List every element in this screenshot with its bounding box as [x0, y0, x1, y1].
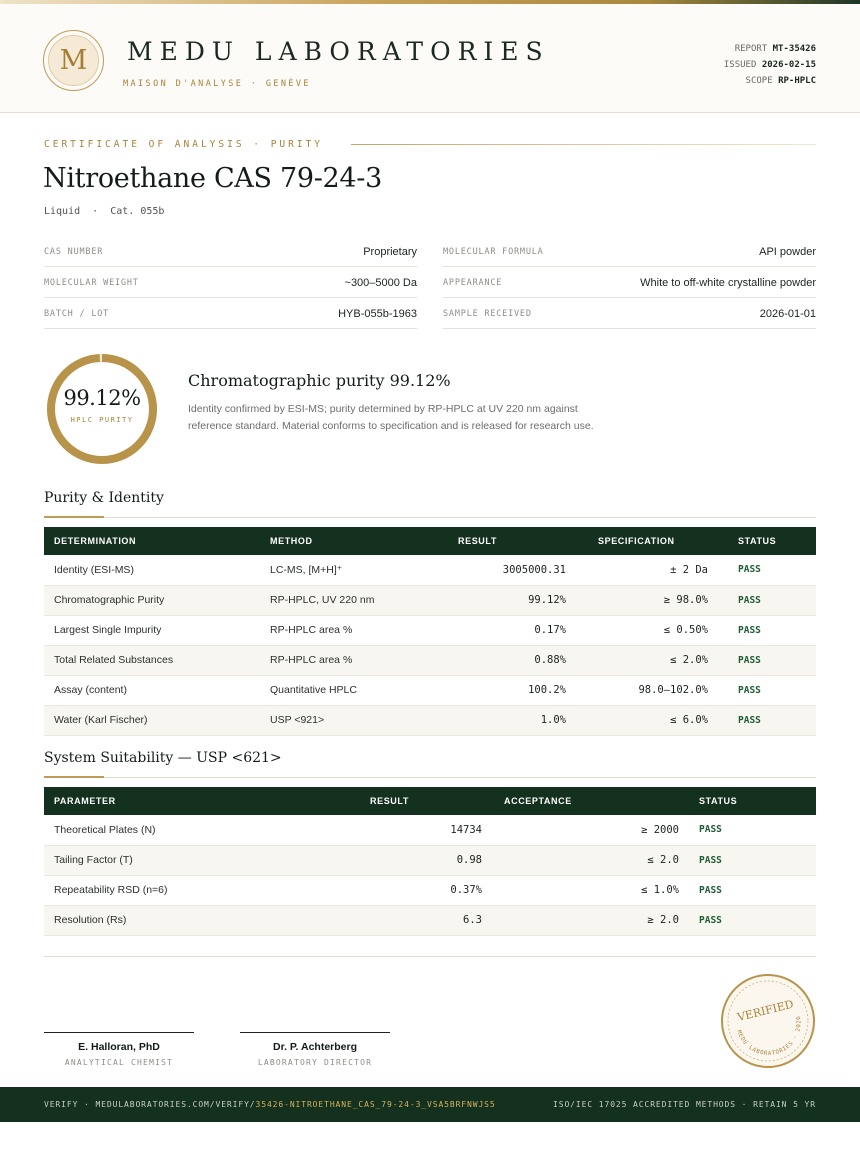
property-value: HYB-055b-1963 [338, 308, 417, 320]
logo-monogram: M [48, 35, 99, 86]
signature-line [240, 1032, 390, 1033]
signatory-role: LABORATORY DIRECTOR [257, 1058, 373, 1067]
property-value: Proprietary [363, 246, 417, 258]
determination-cell: Largest Single Impurity [44, 615, 260, 645]
identity-section-rule [44, 517, 816, 518]
determination-cell: Assay (content) [44, 675, 260, 705]
parameter-cell: Theoretical Plates (N) [44, 815, 360, 845]
brand-tagline: MAISON D'ANALYSE · GENÈVE [123, 79, 311, 89]
result-cell: 0.98 [360, 845, 492, 875]
properties-grid [44, 236, 816, 329]
acceptance-cell: ≤ 1.0% [492, 875, 689, 905]
specification-cell: ≤ 6.0% [576, 705, 718, 735]
purity-value: 99.12% [63, 386, 141, 410]
signatory-name: Dr. P. Achterberg [272, 1041, 358, 1053]
status-badge: PASS [689, 905, 816, 935]
suitability-section-title: System Suitability — USP <621> [44, 750, 282, 766]
signatory-name: E. Halloran, PhD [78, 1041, 160, 1053]
method-cell: RP-HPLC area % [260, 615, 436, 645]
result-cell: 100.2% [436, 675, 576, 705]
specification-cell: ≤ 2.0% [576, 645, 718, 675]
property-value: ~300–5000 Da [344, 277, 417, 289]
status-badge: PASS [689, 815, 816, 845]
page-subtitle: Liquid · Cat. 055b [44, 206, 165, 217]
page-footer [0, 1087, 860, 1122]
property-key: MOLECULAR FORMULA [443, 247, 544, 257]
page-header [0, 4, 860, 113]
identity-table [44, 527, 816, 736]
page-title: Nitroethane CAS 79-24-3 [43, 163, 383, 194]
signatory-role: ANALYTICAL CHEMIST [64, 1058, 174, 1067]
brand-logo [43, 30, 104, 91]
parameter-cell: Repeatability RSD (n=6) [44, 875, 360, 905]
signature-line [44, 1032, 194, 1033]
report-meta [724, 41, 816, 89]
column-header: RESULT [360, 787, 492, 815]
property-row [443, 298, 816, 329]
table-row [44, 645, 816, 675]
column-header: RESULT [436, 527, 576, 555]
acceptance-cell: ≥ 2000 [492, 815, 689, 845]
certificate-label: CERTIFICATE OF ANALYSIS · PURITY [44, 139, 324, 150]
property-row [443, 267, 816, 298]
property-row [44, 267, 417, 298]
status-badge: PASS [718, 645, 816, 675]
table-header-row [44, 787, 816, 815]
table-row [44, 705, 816, 735]
specification-cell: ≤ 0.50% [576, 615, 718, 645]
column-header: DETERMINATION [44, 527, 260, 555]
brand-name: MEDU LABORATORIES [127, 37, 550, 66]
method-cell: RP-HPLC area % [260, 645, 436, 675]
property-key: SAMPLE RECEIVED [443, 309, 532, 319]
parameter-cell: Tailing Factor (T) [44, 845, 360, 875]
identity-section-title: Purity & Identity [44, 490, 164, 506]
report-id: MT-35426 [772, 44, 816, 54]
identity-section-accent [44, 516, 104, 518]
method-cell: LC-MS, [M+H]⁺ [260, 555, 436, 585]
table-row [44, 875, 816, 905]
status-badge: PASS [718, 585, 816, 615]
result-cell: 6.3 [360, 905, 492, 935]
specification-cell: 98.0–102.0% [576, 675, 718, 705]
table-row [44, 555, 816, 585]
status-badge: PASS [718, 705, 816, 735]
method-cell: USP <921> [260, 705, 436, 735]
seal-arc-text: MEDU LABORATORIES · 2026 [735, 1014, 803, 1058]
property-key: CAS NUMBER [44, 247, 104, 257]
purity-ring-label: HPLC PURITY [70, 416, 134, 424]
purity-description: Identity confirmed by ESI-MS; purity determined by RP-HPLC at UV 220 nm against reference standard. Material conforms to specification and is released for research use. [188, 403, 594, 432]
purity-heading: Chromatographic purity 99.12% [188, 371, 451, 390]
scope-value: RP-HPLC [778, 76, 816, 86]
table-row [44, 815, 816, 845]
column-header: STATUS [718, 527, 816, 555]
certificate-label-rule [351, 144, 816, 145]
result-cell: 0.88% [436, 645, 576, 675]
result-cell: 3005000.31 [436, 555, 576, 585]
result-cell: 0.17% [436, 615, 576, 645]
method-cell: Quantitative HPLC [260, 675, 436, 705]
column-header: ACCEPTANCE [492, 787, 689, 815]
table-row [44, 845, 816, 875]
issued-label: ISSUED [723, 60, 757, 70]
property-row [44, 298, 417, 329]
table-header-row [44, 527, 816, 555]
column-header: PARAMETER [44, 787, 360, 815]
property-value: 2026-01-01 [759, 308, 816, 320]
result-cell: 1.0% [436, 705, 576, 735]
determination-cell: Total Related Substances [44, 645, 260, 675]
suitability-section-accent [44, 776, 104, 778]
property-row [44, 236, 417, 267]
result-cell: 0.37% [360, 875, 492, 905]
method-cell: RP-HPLC, UV 220 nm [260, 585, 436, 615]
table-row [44, 615, 816, 645]
status-badge: PASS [718, 675, 816, 705]
determination-cell: Chromatographic Purity [44, 585, 260, 615]
scope-label: SCOPE [745, 76, 773, 86]
determination-cell: Water (Karl Fischer) [44, 705, 260, 735]
verify-prefix: VERIFY · MEDULABORATORIES.COM/VERIFY/ [44, 1100, 256, 1109]
verify-link[interactable] [44, 1100, 496, 1109]
table-row [44, 905, 816, 935]
suitability-table [44, 787, 816, 936]
property-key: BATCH / LOT [44, 309, 110, 319]
column-header: METHOD [260, 527, 436, 555]
property-key: MOLECULAR WEIGHT [44, 278, 139, 288]
property-key: APPEARANCE [443, 278, 503, 288]
status-badge: PASS [689, 845, 816, 875]
column-header: STATUS [689, 787, 816, 815]
seal-verified-text: VERIFIED [736, 997, 795, 1025]
status-badge: PASS [689, 875, 816, 905]
acceptance-cell: ≥ 2.0 [492, 905, 689, 935]
table-row [44, 585, 816, 615]
property-value: White to off-white crystalline powder [640, 277, 816, 289]
result-cell: 14734 [360, 815, 492, 845]
verified-seal [720, 973, 816, 1069]
suitability-section-rule [44, 777, 816, 778]
status-badge: PASS [718, 555, 816, 585]
result-cell: 99.12% [436, 585, 576, 615]
issued-date: 2026-02-15 [761, 60, 816, 70]
determination-cell: Identity (ESI-MS) [44, 555, 260, 585]
acceptance-cell: ≤ 2.0 [492, 845, 689, 875]
status-badge: PASS [718, 615, 816, 645]
accreditation-note: ISO/IEC 17025 ACCREDITED METHODS · RETAIN 5 YR [553, 1100, 816, 1109]
specification-cell: ± 2 Da [576, 555, 718, 585]
signature-divider [44, 956, 816, 957]
specification-cell: ≥ 98.0% [576, 585, 718, 615]
report-label: REPORT [734, 44, 768, 54]
parameter-cell: Resolution (Rs) [44, 905, 360, 935]
verify-code: 35426-NITROETHANE_CAS_79-24-3_VSA5BRFNWJS5 [255, 1100, 496, 1109]
column-header: SPECIFICATION [576, 527, 718, 555]
table-row [44, 675, 816, 705]
property-row [443, 236, 816, 267]
property-value: API powder [759, 246, 816, 258]
